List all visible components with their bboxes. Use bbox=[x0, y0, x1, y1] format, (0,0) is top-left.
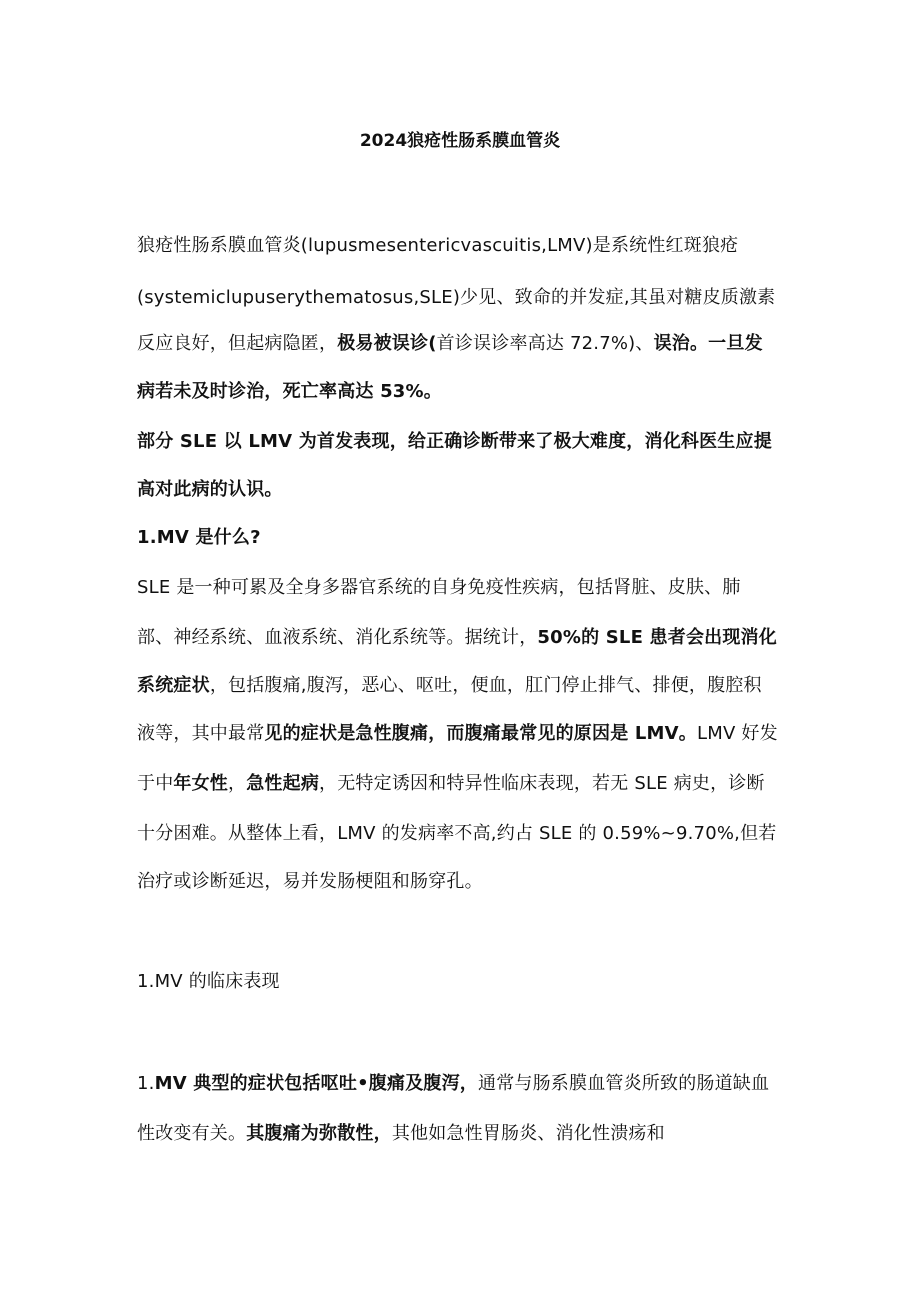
section-1-text: LMV 好发 bbox=[696, 723, 778, 744]
section-1-line-1: SLE 是一种可累及全身多器官系统的自身免疫性疾病，包括肾脏、皮肤、肺 bbox=[137, 577, 741, 598]
section-2-line-2 bbox=[137, 1120, 665, 1148]
section-1-line-2 bbox=[137, 624, 777, 652]
section-1-bold-text: 急性起病 bbox=[246, 773, 320, 794]
section-2-text: 性改变有关。 bbox=[137, 1123, 247, 1144]
note-line-2: 高对此病的认识。 bbox=[137, 479, 283, 500]
intro-line-3 bbox=[137, 330, 763, 358]
section-2-heading: 1.MV 的临床表现 bbox=[137, 971, 280, 992]
section-1-text: ， bbox=[228, 773, 247, 794]
section-1-bold-text: 系统症状 bbox=[137, 675, 210, 696]
section-2-text: 其他如急性胃肠炎、消化性溃疡和 bbox=[391, 1123, 665, 1144]
section-2-text: 1. bbox=[137, 1073, 155, 1094]
section-1-text: ，无特定诱因和特异性临床表现，若无 SLE 病史，诊断 bbox=[319, 773, 765, 794]
section-2-bold-text: MV 典型的症状包括呕吐•腹痛及腹泻， bbox=[154, 1073, 478, 1094]
section-1-text: 液等，其中最常 bbox=[137, 723, 265, 744]
section-2-bold-text: 其腹痛为弥散性， bbox=[246, 1123, 392, 1144]
section-1-bold-text: 见的症状是急性腹痛，而腹痛最常见的原因是 LMV。 bbox=[264, 723, 697, 744]
intro-text: 反应良好，但起病隐匿， bbox=[137, 333, 338, 354]
intro-text: 首诊误诊率高达 72.7%)、 bbox=[436, 333, 654, 354]
section-2-text: 通常与肠系膜血管炎所致的肠道缺血 bbox=[478, 1073, 770, 1094]
section-1-line-6: 十分困难。从整体上看，LMV 的发病率不高,约占 SLE 的 0.59%~9.70%,但若 bbox=[137, 823, 777, 844]
intro-bold-text: 极易被误诊( bbox=[337, 333, 437, 354]
section-1-heading: 1.MV 是什么? bbox=[137, 527, 261, 548]
section-1-bold-text: 50%的 SLE 患者会出现消化 bbox=[537, 627, 777, 648]
section-1-line-4 bbox=[137, 720, 778, 748]
intro-line-4: 病若未及时诊治，死亡率高达 53%。 bbox=[137, 381, 442, 402]
section-1-text: 于中 bbox=[137, 773, 174, 794]
intro-line-2: (systemiclupuserythematosus,SLE)少见、致命的并发症,其虽对糖皮质激素 bbox=[137, 287, 776, 308]
section-1-line-7: 治疗或诊断延迟，易并发肠梗阻和肠穿孔。 bbox=[137, 871, 483, 892]
document-title: 2024狼疮性肠系膜血管炎 bbox=[359, 131, 561, 151]
section-1-text: ，包括腹痛,腹泻，恶心、呕吐，便血，肛门停止排气、排便，腹腔积 bbox=[209, 675, 762, 696]
intro-bold-text: 误治。一旦发 bbox=[653, 333, 763, 354]
section-1-bold-text: 年女性 bbox=[173, 773, 229, 794]
intro-line-1: 狼疮性肠系膜血管炎(lupusmesentericvascuitis,LMV)是系统性红斑狼疮 bbox=[137, 235, 739, 256]
note-line-1: 部分 SLE 以 LMV 为首发表现，给正确诊断带来了极大难度，消化科医生应提 bbox=[137, 431, 772, 452]
section-1-line-5 bbox=[137, 770, 765, 798]
section-1-text: 部、神经系统、血液系统、消化系统等。据统计， bbox=[137, 627, 538, 648]
section-1-line-3 bbox=[137, 672, 762, 700]
section-2-line-1 bbox=[137, 1070, 769, 1098]
